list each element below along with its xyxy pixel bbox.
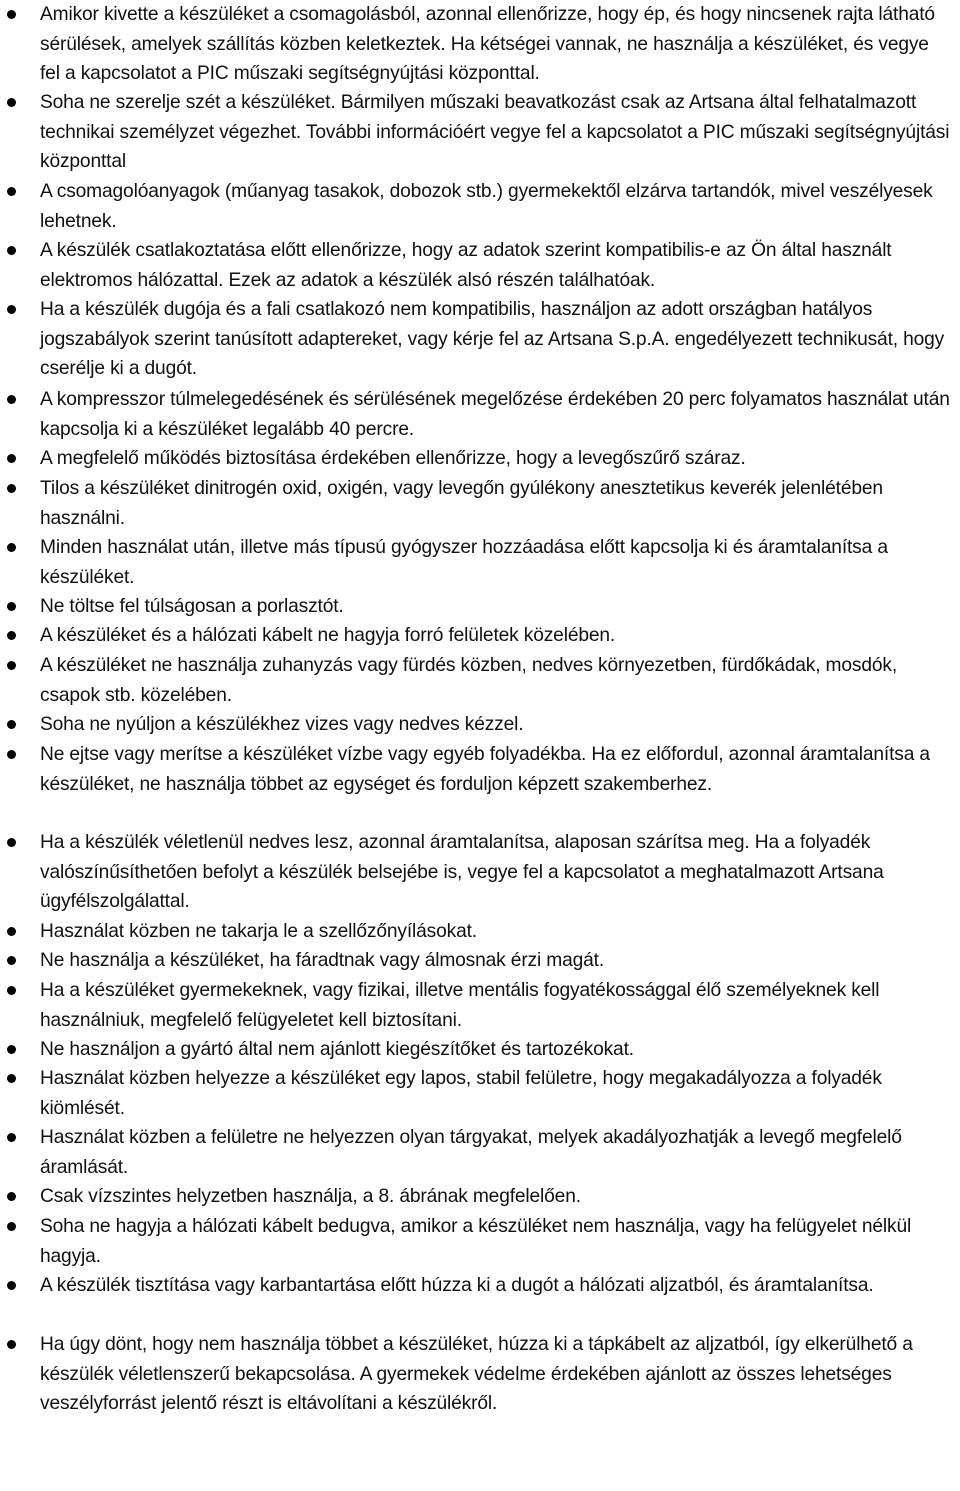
bullet-icon [7, 484, 16, 493]
bullet-icon [7, 661, 16, 670]
list-item [0, 1064, 960, 1123]
list-item [0, 710, 960, 740]
list-item-text: A kompresszor túlmelegedésének és sérülésének megelőzése érdekében 20 perc folyamatos használat után kapcsolja ki a készüléket legalább 40 percre. [40, 389, 950, 440]
list-item [0, 1182, 960, 1212]
list-item-text: Soha ne szerelje szét a készüléket. Bármilyen műszaki beavatkozást csak az Artsana által felhatalmazott technikai személyzet végezhet. További információért vegye fel a kapcsolatot a PIC műszaki segítségnyújtási központtal [40, 92, 950, 172]
list-item [0, 474, 960, 533]
list-item-text: Ha a készüléket gyermekeknek, vagy fizikai, illetve mentális fogyatékossággal élő személyeknek kell használniuk, megfelelő felügyeletet kell biztosítani. [40, 980, 880, 1031]
list-item [0, 828, 960, 917]
list-item-text: Használat közben a felületre ne helyezzen olyan tárgyakat, melyek akadályozhatják a levegő megfelelő áramlását. [40, 1127, 902, 1178]
list-item [0, 88, 960, 177]
list-item-text: Amikor kivette a készüléket a csomagolásból, azonnal ellenőrizze, hogy ép, és hogy nincsenek rajta látható sérülések, amelyek szállítás közben keletkeztek. Ha kétségei vannak, ne használja a készüléket, és vegye fel a kapcsolatot a PIC műszaki segítségnyújtási központtal. [40, 4, 935, 84]
list-item [0, 533, 960, 592]
list-item-text: Ne használjon a gyártó által nem ajánlott kiegészítőket és tartozékokat. [40, 1039, 634, 1060]
bullet-icon [7, 98, 16, 107]
bullet-icon [7, 1133, 16, 1142]
list-item [0, 177, 960, 236]
bullet-icon [7, 1281, 16, 1290]
list-item-text: Ne használja a készüléket, ha fáradtnak vagy álmosnak érzi magát. [40, 950, 605, 971]
list-item-text: A készüléket és a hálózati kábelt ne hagyja forró felületek közelében. [40, 625, 616, 646]
list-item [0, 976, 960, 1035]
list-item [0, 385, 960, 444]
bullet-icon [7, 956, 16, 965]
list-item-text: Tilos a készüléket dinitrogén oxid, oxigén, vagy levegőn gyúlékony anesztetikus keverék jelenlétében használni. [40, 478, 883, 529]
list-item [0, 0, 960, 89]
list-item [0, 236, 960, 295]
list-item-text: Ha a készülék dugója és a fali csatlakozó nem kompatibilis, használjon az adott országban hatályos jogszabályok szerint tanúsított adaptereket, vagy kérje fel az Artsana S.p.A. engedélyezett technikusát, hogy cserélje ki a dugót. [40, 299, 945, 379]
bullet-icon [7, 454, 16, 463]
bullet-icon [7, 543, 16, 552]
list-item-text: Ha a készülék véletlenül nedves lesz, azonnal áramtalanítsa, alaposan szárítsa meg. Ha a folyadék valószínűsíthetően befolyt a készülék belsejébe is, vegye fel a kapcsolatot a meghatalmazott Artsana ügyfélszolgálattal. [40, 832, 884, 912]
bullet-icon [7, 750, 16, 759]
list-item-text: Soha ne nyúljon a készülékhez vizes vagy nedves kézzel. [40, 714, 524, 735]
bullet-icon [7, 1074, 16, 1083]
list-item-text: A csomagolóanyagok (műanyag tasakok, dobozok stb.) gyermekektől elzárva tartandók, mivel veszélyesek lehetnek. [40, 181, 933, 232]
list-item-text: A készülék tisztítása vagy karbantartása előtt húzza ki a dugót a hálózati aljzatból, és áramtalanítsa. [40, 1275, 874, 1296]
list-item [0, 1035, 960, 1065]
bullet-icon [7, 305, 16, 314]
bullet-icon [7, 631, 16, 640]
bullet-icon [7, 986, 16, 995]
list-item-text: Ne ejtse vagy merítse a készüléket vízbe vagy egyéb folyadékba. Ha ez előfordul, azonnal áramtalanítsa a készüléket, ne használja többet az egységet és forduljon képzett szakemberhez. [40, 744, 930, 795]
list-item-text: Minden használat után, illetve más típusú gyógyszer hozzáadása előtt kapcsolja ki és áramtalanítsa a készüléket. [40, 537, 888, 588]
list-item [0, 1123, 960, 1182]
list-item-text: Ne töltse fel túlságosan a porlasztót. [40, 596, 344, 617]
list-item [0, 946, 960, 976]
list-item [0, 651, 960, 710]
bullet-icon [7, 838, 16, 847]
bullet-icon [7, 187, 16, 196]
list-item [0, 621, 960, 651]
list-item-text: Használat közben helyezze a készüléket egy lapos, stabil felületre, hogy megakadályozza a folyadék kiömlését. [40, 1068, 882, 1119]
bullet-icon [7, 927, 16, 936]
list-item [0, 1330, 960, 1419]
list-item [0, 1271, 960, 1301]
bullet-icon [7, 246, 16, 255]
bullet-icon [7, 720, 16, 729]
list-item-text: Csak vízszintes helyzetben használja, a 8. ábrának megfelelően. [40, 1186, 581, 1207]
list-item-text: Használat közben ne takarja le a szellőzőnyílásokat. [40, 921, 477, 942]
list-item [0, 740, 960, 799]
list-item-text: A készülék csatlakoztatása előtt ellenőrizze, hogy az adatok szerint kompatibilis-e az Ön által használt elektromos hálózattal. Ezek az adatok a készülék alsó részén találhatóak. [40, 240, 892, 291]
bullet-icon [7, 602, 16, 611]
list-item-text: Soha ne hagyja a hálózati kábelt bedugva, amikor a készüléket nem használja, vagy ha felügyelet nélkül hagyja. [40, 1216, 912, 1267]
list-item [0, 295, 960, 384]
bullet-icon [7, 395, 16, 404]
bullet-icon [7, 1222, 16, 1231]
list-item-text: Ha úgy dönt, hogy nem használja többet a készüléket, húzza ki a tápkábelt az aljzatból, így elkerülhető a készülék véletlenszerű bekapcsolása. A gyermekek védelme érdekében ajánlott az összes lehetséges veszélyforrást jelentő részt is eltávolítani a készülékről. [40, 1334, 913, 1414]
bullet-icon [7, 1192, 16, 1201]
bullet-icon [7, 1340, 16, 1349]
list-item [0, 444, 960, 474]
bullet-icon [7, 10, 16, 19]
list-item-text: A megfelelő működés biztosítása érdekében ellenőrizze, hogy a levegőszűrő száraz. [40, 448, 746, 469]
list-item [0, 592, 960, 622]
list-item [0, 917, 960, 947]
list-item-text: A készüléket ne használja zuhanyzás vagy fürdés közben, nedves környezetben, fürdőkádak, mosdók, csapok stb. közelében. [40, 655, 898, 706]
bullet-icon [7, 1045, 16, 1054]
list-item [0, 1212, 960, 1271]
